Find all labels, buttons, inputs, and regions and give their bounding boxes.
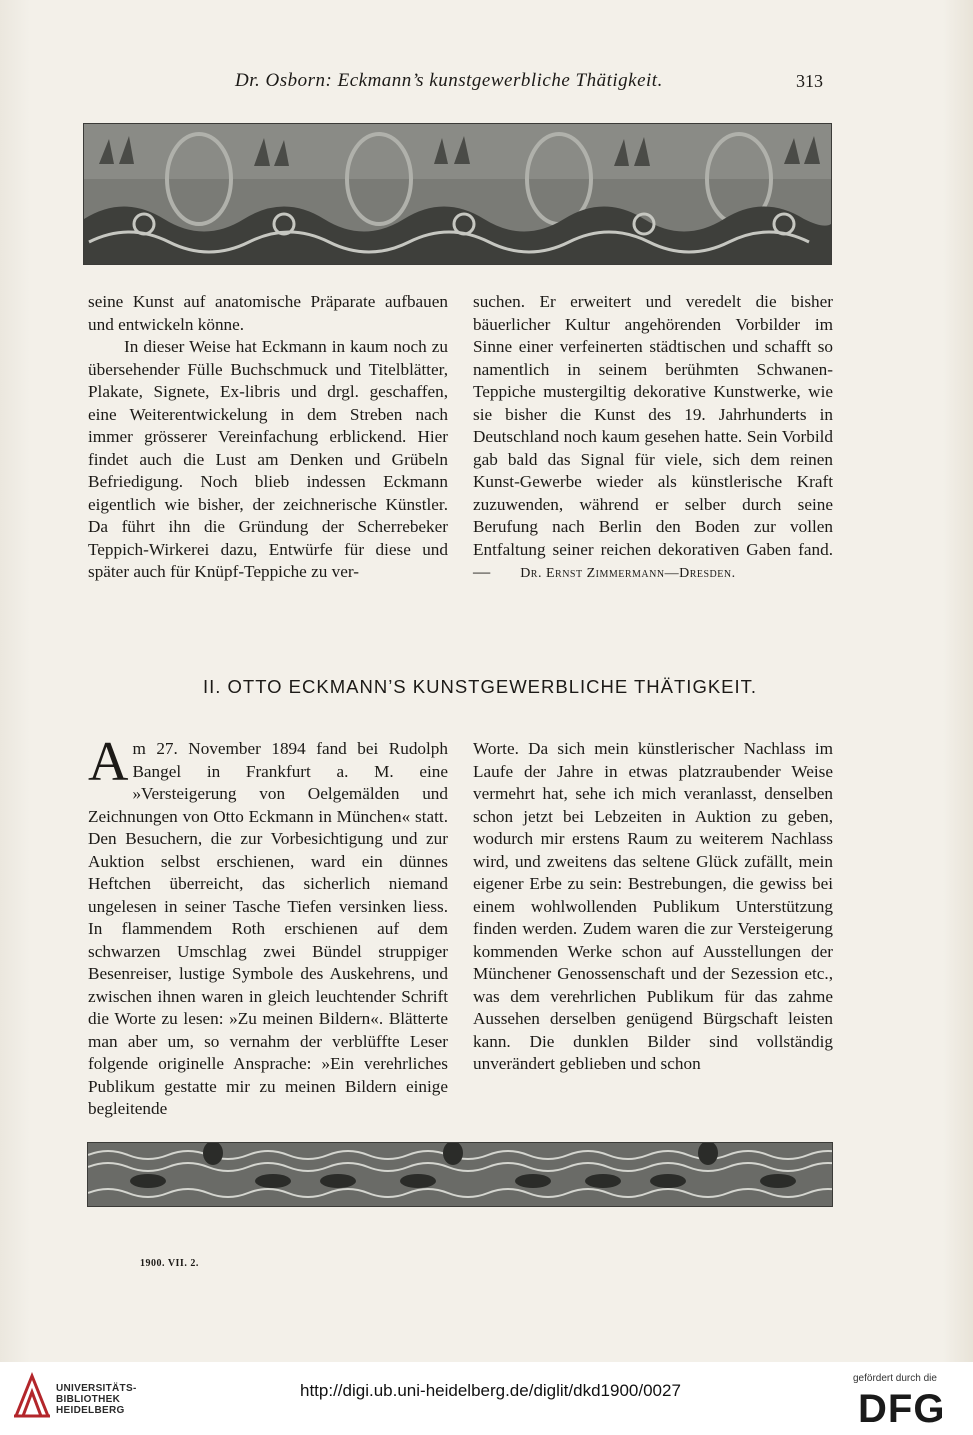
swan-tapestry-frieze-image — [83, 123, 832, 265]
library-name-line: BIBLIOTHEK — [56, 1394, 121, 1405]
dfg-logo: DFG — [858, 1387, 946, 1431]
paragraph: seine Kunst auf anatomische Präparate aufbauen und entwickeln könne. — [88, 292, 448, 334]
library-name-line: UNIVERSITÄTS- — [56, 1383, 137, 1394]
paragraph-text: m 27. November 1894 fand bei Rudolph Bangel in Frankfurt a. M. eine »Versteigerung von Oelgemälden und Zeichnungen von Otto Eckmann in München« statt. Den Besuchern, die zur Vorbesichtigung und zur Auktion selbst erschienen, ward ein dünnes Heftchen überreicht, das sicherlich niemand ungelesen in seiner Tasche Tiefen versinken liess. In flammendem Roth erschienen auf dem schwarzen Umschlag zwei Bündel struppiger Besenreiser, lustige Symbole des Auskehrens, und zwischen ihnen waren in gleich leuchtender Schrift die Worte zu lesen: »Zu meinen Bildern«. Blätterte man aber um, so vernahm der verblüffte Leser folgende originelle Ansprache: »Ein verehrliches Publikum gestatte mir zu meinen Bildern einige begleitende — [88, 739, 448, 1118]
paragraph: Worte. Da sich mein künstlerischer Nachlass im Laufe der Jahre in etwas platzraubender Weise vermehrt hat, sehe ich mich veranlasst, denselben schon jetzt bei Lebzeiten in Auktion zu geben, wodurch mir erstens Raum zu weiterem Nachlass wird, und zweitens das seltene Glück zufällt, mein eigener Erbe zu sein: Bestrebungen, die gewiss bei einem wohlwollenden Publikum Unterstützung finden werden. Zudem waren die zur Versteigerung kommenden Werke schon auf Ausstellungen der Münchener Genossenschaft und der Sezession etc., was dem verehrlichen Publikum für das zahme Aussehen derselben genügend Bürgschaft leisten kann. Die dunklen Bilder sind vollständig unverändert geblieben und schon — [473, 739, 833, 1073]
section1-right-column — [473, 291, 833, 586]
funded-by-label: gefördert durch die — [853, 1373, 937, 1384]
permalink-url[interactable]: http://digi.ub.uni-heidelberg.de/diglit/dkd1900/0027 — [300, 1381, 681, 1400]
library-name — [56, 1383, 137, 1416]
page-number: 313 — [796, 71, 823, 91]
running-head: Dr. Osborn: Eckmann’s kunstgewerbliche Thätigkeit. — [235, 70, 663, 91]
paragraph: In dieser Weise hat Eckmann in kaum noch zu übersehender Fülle Buchschmuck und Titelblätter, Plakate, Signete, Ex-libris und drgl. geschaffen, eine Weiterentwickelung in dem Streben nach immer grösserer Vereinfachung erblickend. Hier findet auch die Lust am Denken und Grübeln Befriedigung. Noch blieb indessen Eckmann eigentlich wie bisher, der zeichnerische Künstler. Da führt ihn die Gründung der Scherrebeker Teppich-Wirkerei dazu, Entwürfe für diese und später auch für Knüpf-Teppiche zu ver- — [88, 337, 448, 581]
section2-left-column — [88, 731, 448, 1121]
paragraph-text: suchen. Er erweitert und veredelt die bisher bäuerlicher Kultur angehörenden Vorbilder im Sinne einer verfeinerten städtischen und schafft so namentlich in seinem berühmten Schwanen-Teppiche mustergiltig dekorative Kunstwerke, wie sie bisher die Kunst des 19. Jahrhunderts in Deutschland noch kaum gesehen hatte. Sein Vorbild gab bald das Signal für viele, sich dem reinen Kunst-Gewerbe wieder als künstlerische Kraft zuzuwenden, während er selber durch seine Berufung nach Berlin den Boden zur vollen Entfaltung seiner reichen dekorativen Gaben fand. — — [473, 292, 833, 581]
paragraph — [88, 731, 448, 1121]
university-library-logo-icon — [12, 1372, 52, 1425]
paragraph — [473, 291, 833, 586]
section-heading: II. OTTO ECKMANN’S KUNSTGEWERBLICHE THÄTIGKEIT. — [202, 676, 758, 697]
swan-wave-frieze-image — [87, 1142, 833, 1207]
library-name-line: HEIDELBERG — [56, 1405, 125, 1416]
section2-right-column — [473, 738, 833, 1076]
signature-mark: 1900. VII. 2. — [140, 1258, 199, 1269]
author-signature: Dr. Ernst Zimmermann—Dresden. — [520, 566, 736, 581]
section1-left-column — [88, 291, 448, 584]
drop-cap: A — [88, 731, 129, 793]
